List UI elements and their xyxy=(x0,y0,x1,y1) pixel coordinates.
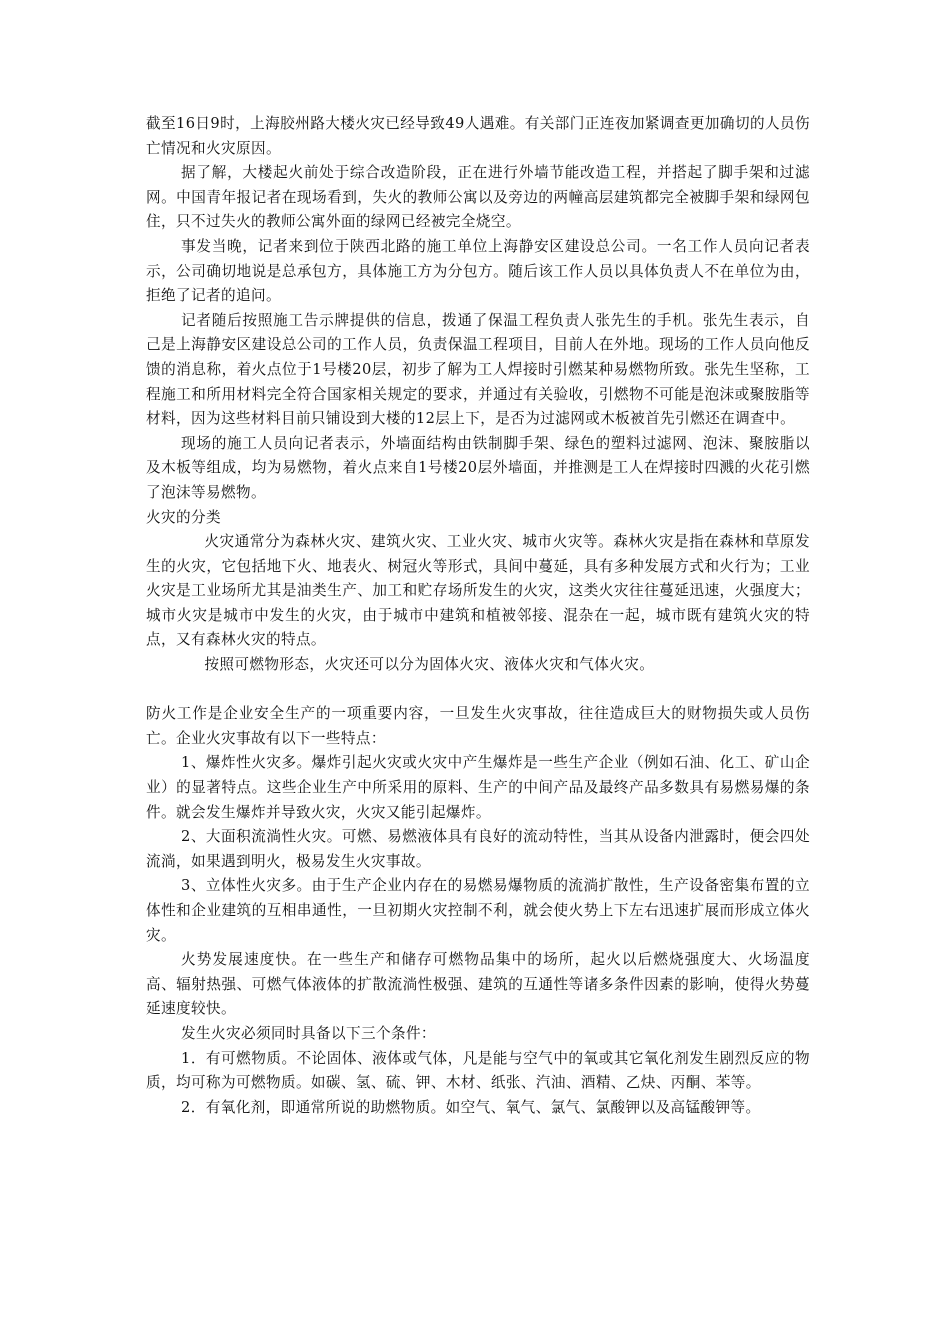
paragraph-fire-toll: 截至16日9时，上海胶州路大楼火灾已经导致49人遇难。有关部门正连夜加紧调查更加确切的人员伤亡情况和火灾原因。 xyxy=(146,115,810,157)
list-item-explosive-fires: 1、爆炸性火灾多。爆炸引起火灾或火灾中产生爆炸是一些生产企业（例如石油、化工、矿山企业）的显著特点。这些企业生产中所采用的原料、生产的中间产品及最终产品多数具有易燃易爆的条件。就会发生爆炸并导致火灾，火灾又能引起爆炸。 xyxy=(146,754,810,821)
list-item-three-dimensional-fires: 3、立体性火灾多。由于生产企业内存在的易燃易爆物质的流淌扩散性，生产设备密集布置的立体性和企业建筑的互相串通性，一旦初期火灾控制不利，就会使火势上下左右迅速扩展而形成立体火灾。 xyxy=(146,877,810,944)
paragraph-renovation: 据了解，大楼起火前处于综合改造阶段，正在进行外墙节能改造工程，并搭起了脚手架和过滤网。中国青年报记者在现场看到，失火的教师公寓以及旁边的两幢高层建筑都完全被脚手架和绿网包住，只不过失火的教师公寓外面的绿网已经被完全烧空。 xyxy=(146,164,810,231)
heading-fire-classification: 火灾的分类 xyxy=(146,508,221,526)
blank-line xyxy=(146,678,810,703)
paragraph-fuel-forms: 按照可燃物形态，火灾还可以分为固体火灾、液体火灾和气体火灾。 xyxy=(204,656,655,674)
list-item-flowing-fires: 2、大面积流淌性火灾。可燃、易燃液体具有良好的流动特性，当其从设备内泄露时，便会四处流淌，如果遇到明火，极易发生火灾事故。 xyxy=(146,828,810,870)
list-item-fast-spread: 火势发展速度快。在一些生产和储存可燃物品集中的场所，起火以后燃烧强度大、火场温度高、辐射热强、可燃气体液体的扩散流淌性极强、建筑的互通性等诸多条件因素的影响，使得火势蔓延速度较快。 xyxy=(146,951,810,1018)
document-page xyxy=(146,112,810,1120)
paragraph-wall-structure: 现场的施工人员向记者表示，外墙面结构由铁制脚手架、绿色的塑料过滤网、泡沫、聚胺脂以及木板等组成，均为易燃物，着火点来自1号楼20层外墙面，并推测是工人在焊接时四溅的火花引燃了泡沫等易燃物。 xyxy=(146,434,810,501)
paragraph-contractor: 事发当晚，记者来到位于陕西北路的施工单位上海静安区建设总公司。一名工作人员向记者表示，公司确切地说是总承包方，具体施工方为分包方。随后该工作人员以具体负责人不在单位为由，拒绝了记者的追问。 xyxy=(146,237,810,305)
paragraph-insulation-manager: 记者随后按照施工告示牌提供的信息，拨通了保温工程负责人张先生的手机。张先生表示，自己是上海静安区建设总公司的工作人员，负责保温工程项目，目前人在外地。现场的工作人员向他反馈的消息称，着火点位于1号楼20层，初步了解为工人焊接时引燃某种易燃物所致。张先生坚称，工程施工和所用材料完全符合国家相关规定的要求，并通过有关验收，引燃物不可能是泡沫或聚胺脂等材料，因为这些材料目前只铺设到大楼的12层上下，是否为过滤网或木板被首先引燃还在调查中。 xyxy=(146,311,810,428)
paragraph-fire-prevention-intro: 防火工作是企业安全生产的一项重要内容，一旦发生火灾事故，往往造成巨大的财物损失或人员伤亡。企业火灾事故有以下一些特点： xyxy=(146,705,810,747)
list-item-combustible: 1．有可燃物质。不论固体、液体或气体，凡是能与空气中的氧或其它氧化剂发生剧烈反应的物质，均可称为可燃物质。如碳、氢、硫、钾、木材、纸张、汽油、酒精、乙炔、丙酮、苯等。 xyxy=(146,1049,810,1092)
list-item-oxidizer: 2．有氧化剂，即通常所说的助燃物质。如空气、氧气、氯气、氯酸钾以及高锰酸钾等。 xyxy=(181,1098,761,1116)
paragraph-conditions-intro: 发生火灾必须同时具备以下三个条件： xyxy=(181,1024,436,1042)
paragraph-fire-types: 火灾通常分为森林火灾、建筑火灾、工业火灾、城市火灾等。森林火灾是指在森林和草原发生的火灾，它包括地下火、地表火、树冠火等形式，具间中蔓延，具有多种发展方式和火行为；工业火灾是工业场所尤其是油类生产、加工和贮存场所发生的火灾，这类火灾往往蔓延迅速，火强度大；城市火灾是城市中发生的火灾，由于城市中建筑和植被邻接、混杂在一起，城市既有建筑火灾的特点，又有森林火灾的特点。 xyxy=(146,533,810,649)
